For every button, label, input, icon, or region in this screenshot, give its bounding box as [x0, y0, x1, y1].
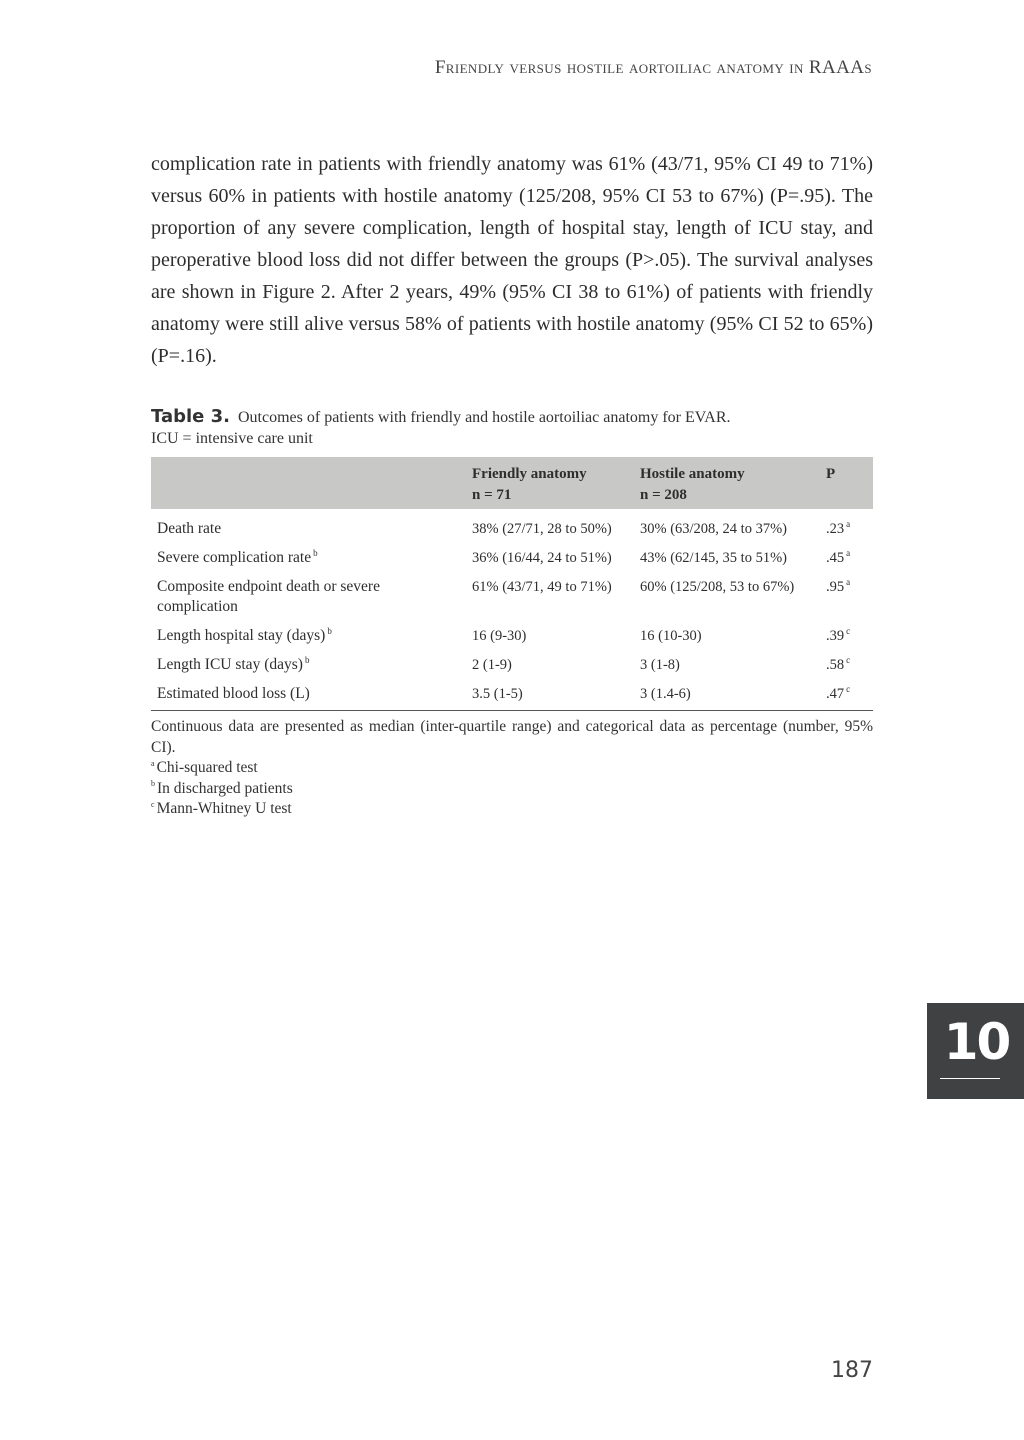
footnote-marker: c [846, 655, 851, 666]
notes-intro: Continuous data are presented as median (inter-quartile range) and categorical data as percentage (number, 95% CI). [151, 718, 873, 756]
table-label: Table 3. [151, 406, 230, 427]
row-label: Death rate [157, 520, 222, 537]
row-label: Length hospital stay (days) $^b$ [157, 625, 332, 644]
footnote-marker: c [846, 626, 851, 637]
friendly-value: 61% (43/71, 49 to 71%) [472, 579, 612, 595]
table-caption-text: Outcomes of patients with friendly and hostile aortoiliac anatomy for EVAR. [238, 409, 731, 426]
header-cell-p: P [826, 466, 836, 482]
friendly-value: 36% (16/44, 24 to 51%) [472, 550, 612, 566]
hostile-value: 16 (10-30) [640, 628, 702, 644]
table-caption-abbrev: ICU = intensive care unit [151, 430, 313, 447]
table-row [151, 509, 873, 544]
friendly-value: 3.5 (1-5) [466, 680, 634, 711]
footnote-marker: a [846, 548, 851, 559]
friendly-value: 38% (27/71, 28 to 50%) [472, 521, 612, 537]
row-label: Estimated blood loss (L) [151, 680, 466, 711]
header-cell-friendly: Friendly anatomy n = 71 [472, 466, 587, 503]
p-value: .47 $^c$ [820, 680, 873, 711]
table-row [151, 573, 873, 622]
table-row [151, 651, 873, 680]
header-cell-hostile: Hostile anatomy n = 208 [640, 466, 745, 503]
friendly-value: 2 (1-9) [472, 657, 512, 673]
footnote-marker: b [313, 547, 318, 558]
body-paragraph: complication rate in patients with friendly anatomy was 61% (43/71, 95% CI 49 to 71%) versus 60% in patients with hostile anatomy (125/208, 95% CI 53 to 67%) (P=.95). The proportion of any severe complication, length of hospital stay, length of ICU stay, and peroperative blood loss did not differ between the groups (P>.05). The survival analyses are shown in Figure 2. After 2 years, 49% (95% CI 38 to 61%) of patients with friendly anatomy were still alive versus 58% of patients with hostile anatomy (95% CI 52 to 65%) (P=.16). [151, 153, 873, 367]
friendly-value: 16 (9-30) [472, 628, 527, 644]
p-value: .95 $^a$ [826, 577, 851, 595]
footnote: $^a$ Chi-squared test [151, 758, 258, 776]
hostile-value: 30% (63/208, 24 to 37%) [640, 521, 787, 537]
hostile-value: 3 (1-8) [640, 657, 680, 673]
p-value: .45 $^a$ [826, 548, 851, 566]
table-caption [151, 406, 873, 449]
table-header-row [151, 457, 873, 509]
running-head: Friendly versus hostile aortoiliac anatomy in RAAAs [434, 57, 872, 78]
footnote-marker: a [846, 577, 851, 588]
footnote: $^c$ Mann-Whitney U test [151, 799, 292, 817]
footnote-marker: b [304, 654, 310, 665]
header-cell-label [151, 457, 466, 509]
chapter-number: 10 [943, 1013, 1010, 1071]
chapter-tab-rule [940, 1078, 1000, 1079]
footnote-marker: a [846, 519, 851, 530]
p-value: .58 $^c$ [826, 655, 851, 673]
page-number: 187 [831, 1358, 873, 1383]
footnote-marker: b [327, 625, 332, 636]
hostile-value: 43% (62/145, 35 to 51%) [640, 550, 787, 566]
footnote-marker: c [846, 684, 851, 695]
table-row [151, 680, 873, 711]
hostile-value: 60% (125/208, 53 to 67%) [640, 579, 795, 595]
p-value: .39 $^c$ [826, 626, 851, 644]
p-value: .23 $^a$ [826, 519, 851, 537]
footnote: $^b$ In discharged patients [151, 779, 293, 797]
outcomes-table [151, 457, 873, 711]
row-label: Length ICU stay (days) $^b$ [157, 654, 310, 673]
chapter-tab [927, 1003, 1024, 1099]
row-label: Severe complication rate $^b$ [157, 547, 318, 566]
hostile-value: 3 (1.4-6) [634, 680, 820, 711]
table-row [151, 622, 873, 651]
row-label: Composite endpoint death or severe complication [157, 578, 380, 615]
table-row [151, 544, 873, 573]
table-notes [151, 717, 873, 820]
